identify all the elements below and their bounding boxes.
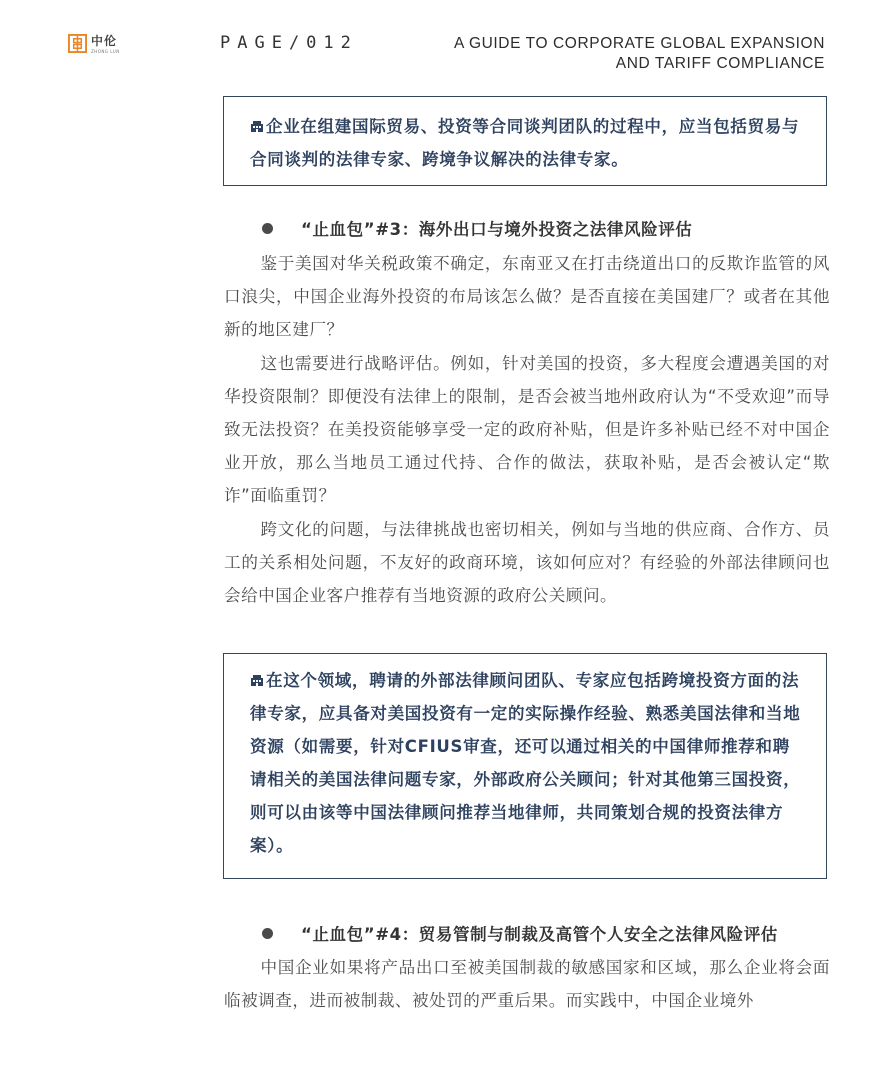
- building-icon: [250, 120, 264, 133]
- paragraph: 中国企业如果将产品出口至被美国制裁的敏感国家和区域，那么企业将会面临被调查，进而被制裁、被处罚的严重后果。而实践中，中国企业境外: [224, 958, 830, 1010]
- guide-title-line-2: AND TARIFF COMPLIANCE: [615, 55, 825, 72]
- callout-box-negotiation-team: [223, 96, 827, 186]
- logo-chinese-name: 中伦: [91, 34, 118, 48]
- bullet-icon: [262, 223, 273, 234]
- guide-title-line-1: A GUIDE TO CORPORATE GLOBAL EXPANSION: [453, 35, 825, 52]
- building-icon: [250, 674, 264, 687]
- callout-text: 企业在组建国际贸易、投资等合同谈判团队的过程中，应当包括贸易与合同谈判的法律专家、跨境争议解决的法律专家。: [250, 117, 800, 169]
- page-number-label: PAGE/012: [220, 33, 358, 53]
- section-heading-text: “止血包”#3：海外出口与境外投资之法律风险评估: [301, 220, 693, 239]
- section-heading-text: “止血包”#4：贸易管制与制裁及高管个人安全之法律风险评估: [301, 925, 778, 944]
- callout-box-cross-border-counsel: [223, 653, 827, 879]
- section-heading-3: [262, 216, 692, 240]
- zhonglun-logo-mark-icon: [68, 34, 87, 53]
- bullet-icon: [262, 928, 273, 939]
- zhonglun-logo: [68, 34, 120, 54]
- paragraph: 跨文化的问题，与法律挑战也密切相关，例如与当地的供应商、合作方、员工的关系相处问题，不友好的政商环境，该如何应对？有经验的外部法律顾问也会给中国企业客户推荐有当地资源的政府公关顾问。: [224, 520, 830, 605]
- paragraph: 这也需要进行战略评估。例如，针对美国的投资，多大程度会遭遇美国的对华投资限制？即便没有法律上的限制，是否会被当地州政府认为“不受欢迎”而导致无法投资？在美投资能够享受一定的政府补贴，但是许多补贴已经不对中国企业开放，那么当地员工通过代持、合作的做法，获取补贴，是否会被认定“欺诈”面临重罚？: [224, 354, 830, 505]
- guide-title: [454, 34, 825, 74]
- callout-text: 在这个领域，聘请的外部法律顾问团队、专家应包括跨境投资方面的法律专家，应具备对美国投资有一定的实际操作经验、熟悉美国法律和当地资源（如需要，针对CFIUS审查，还可以通过相关的中国律师推荐和聘请相关的美国法律问题专家，外部政府公关顾问；针对其他第三国投资，则可以由该等中国法律顾问推荐当地律师，共同策划合规的投资法律方案）。: [250, 671, 801, 855]
- section-heading-4: [262, 921, 778, 945]
- paragraph: 鉴于美国对华关税政策不确定，东南亚又在打击绕道出口的反欺诈监管的风口浪尖，中国企业海外投资的布局该怎么做？是否直接在美国建厂？或者在其他新的地区建厂？: [224, 254, 830, 339]
- logo-english-name: ZHONG LUN: [91, 49, 120, 54]
